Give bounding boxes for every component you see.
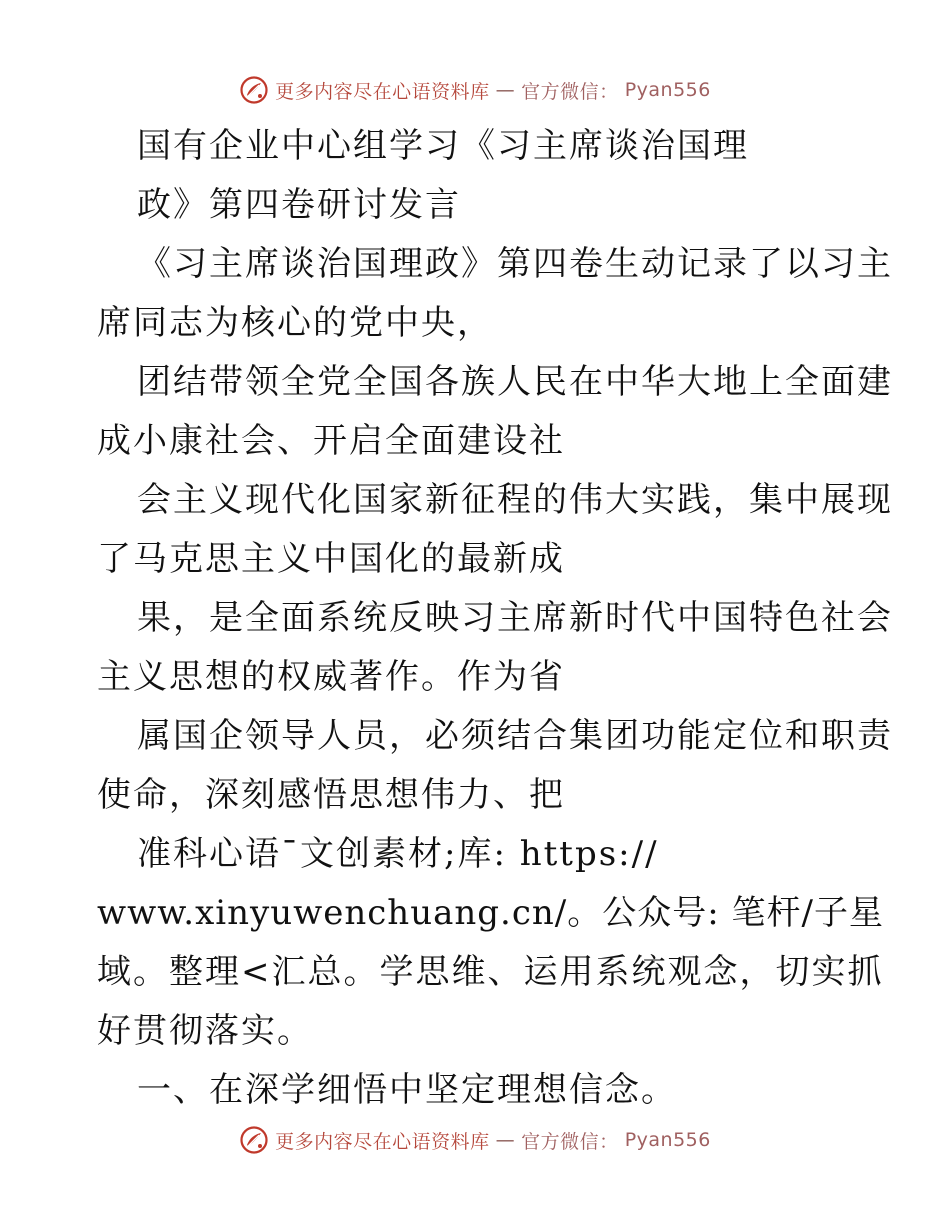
body-line: 使命，深刻感悟思想伟力、把 — [97, 775, 565, 815]
header-banner — [0, 70, 950, 110]
body-line: 果，是全面系统反映习主席新时代中国特色社会 — [137, 598, 893, 638]
body-line: 成小康社会、开启全面建设社 — [97, 421, 565, 461]
body-line: 《习主席谈治国理政》第四卷生动记录了以习主 — [137, 244, 893, 284]
banner-wechat-label: 官方微信： — [521, 80, 619, 103]
banner-brand-text: 更多内容尽在心语资料库 — [275, 80, 490, 103]
banner-brand-text: 更多内容尽在心语资料库 — [275, 1130, 490, 1153]
body-line: 域。整理<汇总。学思维、运用系统观念，切实抓 — [97, 952, 884, 992]
body-line: 席同志为核心的党中央， — [97, 303, 493, 343]
section-heading: 一、在深学细悟中坚定理想信念。 — [137, 1070, 677, 1110]
banner-wechat-label: 官方微信： — [521, 1130, 619, 1153]
banner-separator: — — [495, 79, 516, 101]
body-line: 主义思想的权威著作。作为省 — [97, 657, 565, 697]
document-title-line-1: 国有企业中心组学习《习主席谈治国理 — [137, 126, 749, 166]
body-line: 会主义现代化国家新征程的伟大实践，集中展现 — [137, 480, 893, 520]
banner-separator: — — [495, 1129, 516, 1151]
body-line: 属国企领导人员，必须结合集团功能定位和职责 — [137, 716, 893, 756]
body-line: 好贯彻落实。 — [97, 1011, 313, 1051]
body-line: 准科心语¯文创素材;库: https:// — [137, 834, 659, 874]
banner-wechat-id: Pyan556 — [624, 1129, 711, 1151]
document-title-line-2: 政》第四卷研讨发言 — [137, 185, 461, 225]
brand-logo-icon — [239, 1125, 269, 1155]
footer-banner — [0, 1120, 950, 1160]
body-line: 了马克思主义中国化的最新成 — [97, 539, 565, 579]
body-line: www.xinyuwenchuang.cn/。公众号: 笔杆/子星 — [97, 893, 884, 933]
body-line: 团结带领全党全国各族人民在中华大地上全面建 — [137, 362, 893, 402]
brand-logo-icon — [239, 75, 269, 105]
banner-wechat-id: Pyan556 — [624, 79, 711, 101]
